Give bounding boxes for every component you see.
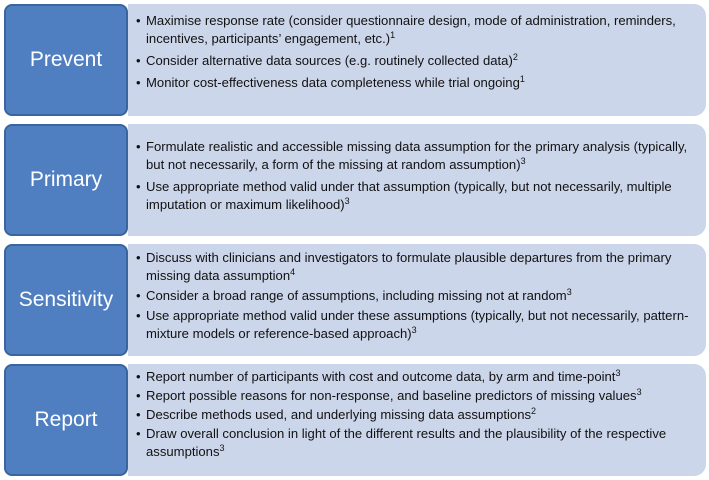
bullet-item: • Use appropriate method valid under that assumption (typically, but not necessarily, multiple imputation or maximum likelihood)$^3$ [136, 178, 696, 214]
section-panel-prevent [128, 4, 706, 116]
section-panel-report [128, 364, 706, 476]
bullet-item: • Discuss with clinicians and investigators to formulate plausible departures from the primary missing data assumption$^4$ [136, 249, 696, 285]
section-primary [0, 124, 709, 236]
section-report [0, 364, 709, 476]
bullet-item: • Use appropriate method valid under these assumptions (typically, but not necessarily, pattern-mixture models or reference-based approach)$^3$ [136, 307, 696, 343]
bullet-item: • Maximise response rate (consider questionnaire design, mode of administration, reminders, incentives, participants’ engagement, etc.)$^1$ [136, 12, 696, 48]
section-label-report: Report [4, 364, 128, 476]
section-prevent [0, 4, 709, 116]
bullet-list [136, 138, 696, 214]
section-label-prevent: Prevent [4, 4, 128, 116]
bullet-item: • Formulate realistic and accessible missing data assumption for the primary analysis (typically, but not necessarily, a form of the missing at random assumption)$^3$ [136, 138, 696, 174]
bullet-list [136, 12, 696, 92]
bullet-item: • Describe methods used, and underlying missing data assumptions$^2$ [136, 406, 696, 424]
bullet-item: • Consider a broad range of assumptions, including missing not at random$^3$ [136, 287, 696, 305]
section-panel-sensitivity [128, 244, 706, 356]
section-sensitivity [0, 244, 709, 356]
bullet-list [136, 249, 696, 343]
section-label-sensitivity: Sensitivity [4, 244, 128, 356]
bullet-item: • Draw overall conclusion in light of the different results and the plausibility of the respective assumptions$^3$ [136, 425, 696, 461]
bullet-item: • Report possible reasons for non-response, and baseline predictors of missing values$^3$ [136, 387, 696, 405]
bullet-item: • Report number of participants with cost and outcome data, by arm and time-point$^3$ [136, 368, 696, 386]
bullet-list [136, 368, 696, 461]
section-label-primary: Primary [4, 124, 128, 236]
bullet-item: • Consider alternative data sources (e.g. routinely collected data)$^2$ [136, 52, 696, 70]
section-panel-primary [128, 124, 706, 236]
bullet-item: • Monitor cost-effectiveness data completeness while trial ongoing$^1$ [136, 74, 696, 92]
